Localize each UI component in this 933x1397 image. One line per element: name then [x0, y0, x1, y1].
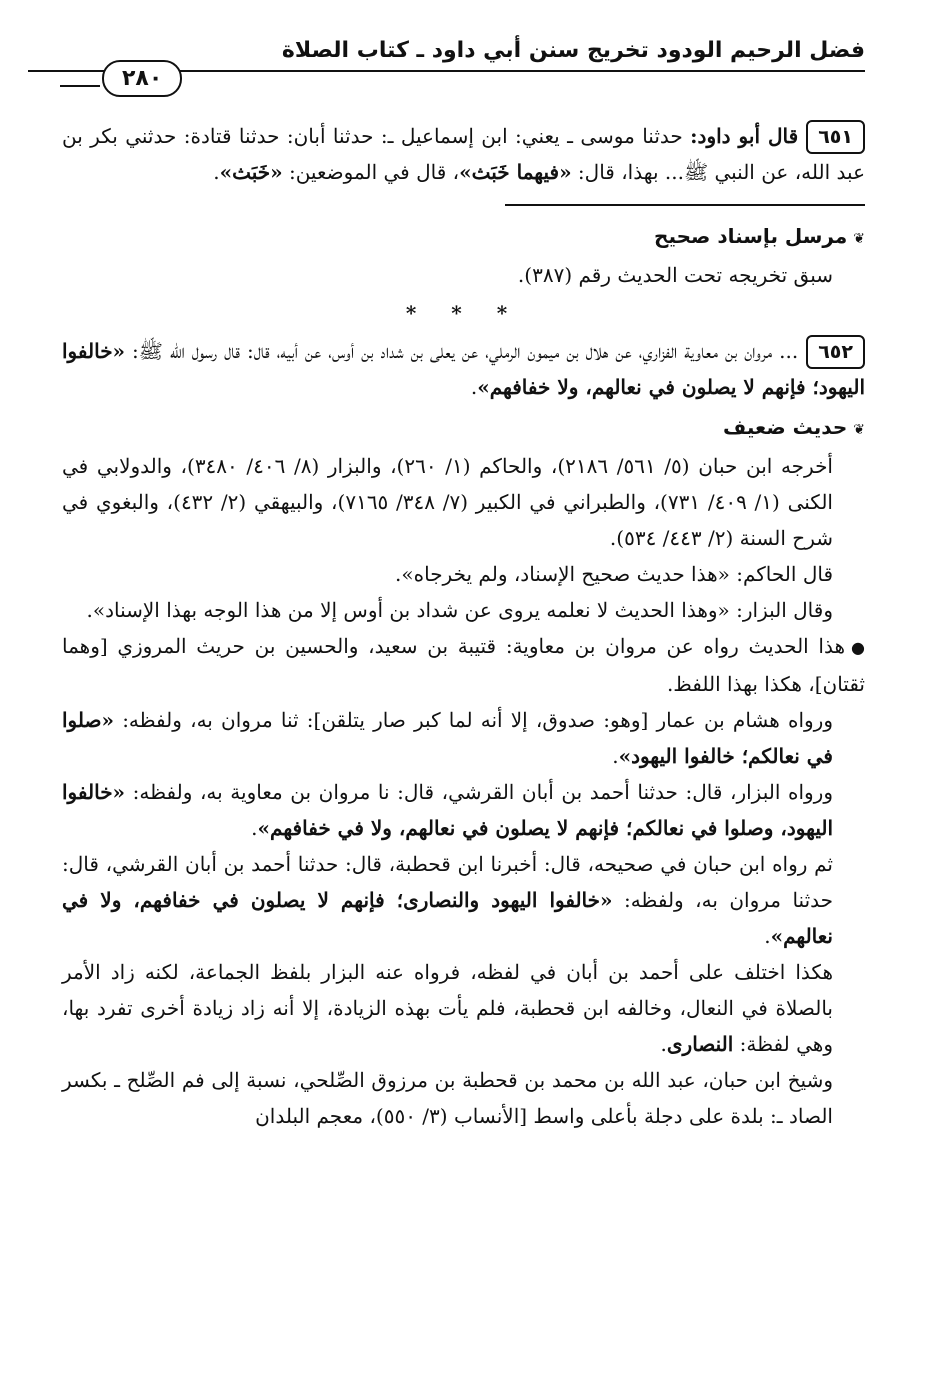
- hadith-text: ... مروان بن معاوية الفزاري، عن هلال بن ميمون الرملي، عن يعلى بن شداد بن أوس، عن أبيه، قال: قال رسول الله ﷺ:: [125, 339, 799, 363]
- text-run: النصارى: [666, 1032, 734, 1056]
- hadith-text-cont: ، قال في الموضعين:: [282, 160, 460, 184]
- text-run: هكذا اختلف على أحمد بن أبان في لفظه، فرواه عنه البزار بلفظ الجماعة، لكنه زاد الأمر بالصلاة في النعال، وخالفه ابن قحطبة، فلم يأت بهذه الزيادة، إلا أنه زاد زيادة أخرى تفرد بها، وهي لفظة:: [62, 960, 833, 1056]
- hadith-651: [62, 118, 865, 190]
- takhrij-paragraph: [62, 448, 865, 556]
- grade-label: مرسل بإسناد صحيح: [654, 224, 848, 248]
- text-run: ورواه هشام بن عمار [وهو: صدوق، إلا أنه لما كبر صار يتلقن]: ثنا مروان به، ولفظه:: [114, 708, 833, 732]
- text-run: .: [251, 816, 258, 840]
- hadith-quote: «خالفوا اليهود؛ فإنهم لا يصلون في نعالهم، ولا خفافهم»: [62, 339, 865, 399]
- page-number-rule: [60, 85, 100, 87]
- page-number-group: [60, 60, 182, 97]
- grade-heading: [62, 409, 865, 448]
- section-stars: * * *: [405, 301, 522, 325]
- grade-label: حديث ضعيف: [723, 415, 848, 439]
- text-run: .: [764, 924, 771, 948]
- text-run: أخرجه ابن حبان (٥/ ٥٦١/ ٢١٨٦)، والحاكم (١/ ٢٦٠)، والبزار (٨/ ٤٠٦/ ٣٤٨٠)، والدولابي في الكنى (١/ ٤٠٩/ ٧٣١)، والطبراني في الكبير (٧/ ٣٤٨/ ٧١٦٥)، والبيهقي (٢/ ٤٣٢)، والبغوي في شرح السنة (٢/ ٤٤٣/ ٥٣٤).: [62, 454, 833, 550]
- bullet-icon: ●: [851, 638, 865, 657]
- text-run: «صلوا في نعالكم؛ خالفوا اليهود»: [62, 708, 833, 768]
- notes-paragraph: [62, 702, 865, 774]
- takhrij-paragraph: [62, 556, 865, 592]
- text-run: «خالفوا اليهود والنصارى؛ فإنهم لا يصلون في خفافهم، ولا في نعالهم»: [62, 888, 833, 948]
- hadith-quote-2: «خَبَث»: [219, 160, 283, 184]
- grade-heading: [62, 218, 865, 257]
- text-run: هذا الحديث رواه عن مروان بن معاوية: قتيبة بن سعيد، والحسين بن حريث المروزي [وهما ثقتان]، هكذا بهذا اللفظ.: [62, 634, 865, 696]
- separator-rule: [505, 204, 865, 206]
- hadith-intro: قال أبو داود:: [690, 124, 799, 148]
- hadith-number-badge: ٦٥١: [806, 120, 865, 154]
- hadith-end: .: [470, 375, 478, 399]
- hadith-end: .: [213, 160, 220, 184]
- takhrij-paragraph: [62, 592, 865, 628]
- notes-paragraph: [62, 954, 865, 1062]
- flower-icon: ❦: [853, 422, 865, 438]
- text-run: «خالفوا اليهود، وصلوا في نعالكم؛ فإنهم لا يصلون في نعالهم، ولا في خفافهم»: [62, 780, 833, 840]
- text-run: .: [612, 744, 619, 768]
- text-run: وشيخ ابن حبان، عبد الله بن محمد بن قحطبة بن مرزوق الصِّلحي، نسبة إلى فم الصِّلح ـ بكسر الصاد ـ: بلدة على دجلة بأعلى واسط [الأنساب (٣/ ٥٥٠)، معجم البلدان: [62, 1068, 833, 1128]
- grade-note: سبق تخريجه تحت الحديث رقم (٣٨٧).: [517, 263, 833, 287]
- flower-icon: ❦: [853, 231, 865, 247]
- text-run: ورواه البزار، قال: حدثنا أحمد بن أبان القرشي، قال: نا مروان بن معاوية به، ولفظه:: [125, 780, 833, 804]
- notes-paragraph: [62, 628, 865, 702]
- text-run: قال الحاكم: «هذا حديث صحيح الإسناد، ولم يخرجاه».: [395, 562, 833, 586]
- notes-paragraph: [62, 774, 865, 846]
- text-run: .: [660, 1032, 667, 1056]
- notes-paragraph: [62, 1062, 865, 1134]
- hadith-652: [62, 333, 865, 405]
- page-number: ٢٨٠: [102, 60, 182, 97]
- text-run: وقال البزار: «وهذا الحديث لا نعلمه يروى عن شداد بن أوس إلا من هذا الوجه بهذا الإسناد».: [86, 598, 833, 622]
- notes-paragraph: [62, 846, 865, 954]
- text-run: ثم رواه ابن حبان في صحيحه، قال: أخبرنا ابن قحطبة، قال: حدثنا أحمد بن أبان القرشي، قال: حدثنا مروان به، ولفظه:: [62, 852, 834, 912]
- takhrij-section: [62, 448, 865, 628]
- running-title: فضل الرحيم الودود تخريج سنن أبي داود ـ كتاب الصلاة: [281, 38, 865, 63]
- hadith-quote: «فيهما خَبَث»: [459, 160, 572, 184]
- hadith-number-badge: ٦٥٢: [806, 335, 865, 369]
- page-content: [62, 118, 865, 1134]
- notes-section: [62, 628, 865, 1134]
- page-header: [28, 38, 865, 106]
- hadith-text: حدثنا موسى ـ يعني: ابن إسماعيل ـ: حدثنا أبان: حدثنا قتادة: حدثني بكر بن عبد الله، عن النبي ﷺ... بهذا، قال:: [62, 124, 865, 184]
